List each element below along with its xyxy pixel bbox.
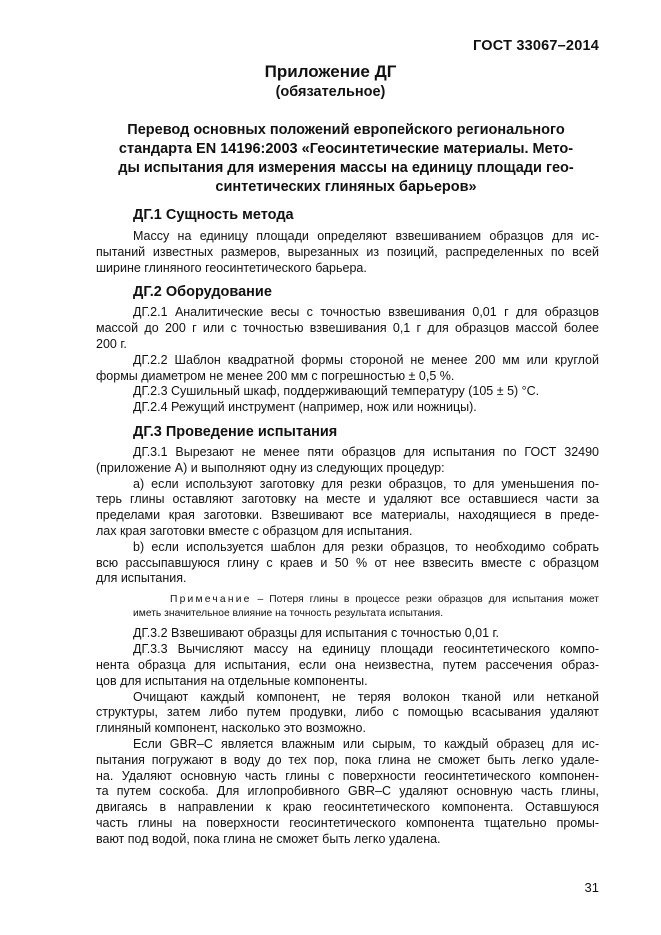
- paragraph-s3-p2: [96, 626, 599, 642]
- paragraph-s1-p1: [96, 229, 599, 276]
- paragraph-s3-pa: [96, 477, 599, 540]
- document-body: [96, 205, 599, 847]
- text-line: (приложение А) и выполняют одну из следующих процедур:: [96, 460, 445, 475]
- text-line: терь глины оставляют заготовку на месте и удаляют все оставшиеся части за: [96, 492, 599, 507]
- paragraph-s3-p1: [96, 445, 599, 477]
- text-line: цов для испытания на отдельные компоненты.: [96, 673, 368, 688]
- text-line: а) если используют заготовку для резки образцов, то для уменьшения по-: [133, 476, 599, 491]
- text-line: Очищают каждый компонент, не теряя волокон тканой или нетканой: [133, 689, 599, 704]
- note-label: Примечание: [170, 594, 252, 606]
- text-line: часть глины на поверхности геосинтетического компонента тщательно промы-: [96, 815, 599, 830]
- translation-title-line: синтетических глиняных барьеров»: [215, 179, 477, 195]
- page-number: 31: [584, 880, 599, 895]
- text-line: b) если используется шаблон для резки образцов, то необходимо собрать: [133, 539, 599, 554]
- paragraph-s2-p3: [96, 384, 599, 400]
- appendix-subtitle: (обязательное): [275, 84, 386, 100]
- text-line: 200 г.: [96, 336, 127, 351]
- text-line: массой до 200 г или с точностью взвешивания 0,1 г для образцов массой более: [96, 321, 599, 336]
- text-line: глиняный компонент, насколько это возможно.: [96, 721, 366, 736]
- translation-title-line: Перевод основных положений европейского регионального: [127, 122, 565, 138]
- section-heading-3: ДГ.3 Проведение испытания: [133, 423, 338, 440]
- note-line: иметь значительное влияние на точность результата испытания.: [133, 607, 444, 619]
- text-line: ДГ.2.1 Аналитические весы с точностью взвешивания 0,01 г для образцов: [133, 305, 599, 320]
- translation-title-line: ды испытания для измерения массы на единицу площади гео-: [118, 160, 574, 176]
- text-line: лах края заготовки вместе с образцом для испытания.: [96, 523, 413, 538]
- text-line: ДГ.3.3 Вычисляют массу на единицу площади геосинтетического компо-: [133, 642, 599, 657]
- text-line: Массу на единицу площади определяют взвешиванием образцов для ис-: [133, 229, 599, 243]
- text-line: всю рассыпавшуюся глину с краев и 50 % от нее взвесить вместе с образцом: [96, 555, 599, 570]
- section-heading-2: ДГ.2 Оборудование: [133, 284, 272, 301]
- text-line: формы диаметром не менее 200 мм с погрешностью ± 0,5 %.: [96, 368, 455, 383]
- text-line: на. Удаляют основную часть глины с поверхности геосинтетического компонен-: [96, 768, 599, 783]
- paragraph-s3-pb: [96, 540, 599, 587]
- note-text: – Потеря глины в процессе резки образцов для испытания может: [251, 594, 599, 606]
- text-line: структуры, затем либо путем продувки, либо с помощью всасывания удаляют: [96, 705, 599, 720]
- paragraph-s2-p4: [96, 400, 599, 416]
- paragraph-s3-p5: [96, 737, 599, 848]
- note-line: [96, 593, 599, 607]
- paragraph-s2-p1: [96, 305, 599, 352]
- text-line: ДГ.2.2 Шаблон квадратной формы стороной не менее 200 мм или круглой: [133, 352, 599, 367]
- text-line: пределами края заготовки. Взвешивают все материалы, находящиеся в преде-: [96, 508, 599, 523]
- note: [96, 593, 599, 620]
- text-line: ДГ.3.1 Вырезают не менее пяти образцов для испытания по ГОСТ 32490: [133, 444, 599, 459]
- paragraph-s3-p4: [96, 690, 599, 737]
- text-line: пытаний известных размеров, вырезанных из позиций, распределенных по всей: [96, 244, 599, 259]
- text-line: пытания погружают в воду до тех пор, пока глина не сможет быть легко удале-: [96, 752, 599, 767]
- paragraph-s3-p3: [96, 642, 599, 689]
- text-line: ДГ.3.2 Взвешивают образцы для испытания с точностью 0,01 г.: [133, 626, 500, 641]
- text-line: нента образца для испытания, если она неизвестна, путем рассечения образ-: [96, 657, 599, 672]
- text-line: ДГ.2.3 Сушильный шкаф, поддерживающий температуру (105 ± 5) °С.: [133, 384, 540, 399]
- text-line: двигаясь в направлении к краю геосинтетического компонента. Оставшуюся: [96, 800, 599, 815]
- text-line: та путем соскоба. Для иглопробивного GBR–C удаляют основную часть глины,: [96, 784, 599, 799]
- paragraph-s2-p2: [96, 353, 599, 385]
- translation-title: [96, 121, 596, 197]
- text-line: вают под водой, пока глина не сможет быть легко удалена.: [96, 831, 441, 846]
- standard-number: ГОСТ 33067–2014: [473, 38, 599, 54]
- section-heading-1: ДГ.1 Сущность метода: [133, 207, 294, 223]
- text-line: для испытания.: [96, 571, 187, 586]
- text-line: ширине глиняного геосинтетического барьера.: [96, 260, 367, 275]
- appendix-title: Приложение ДГ: [264, 62, 397, 81]
- text-line: ДГ.2.4 Режущий инструмент (например, нож или ножницы).: [133, 400, 477, 415]
- translation-title-line: стандарта EN 14196:2003 «Геосинтетические материалы. Мето-: [118, 141, 574, 157]
- text-line: Если GBR–C является влажным или сырым, то каждый образец для ис-: [133, 736, 599, 751]
